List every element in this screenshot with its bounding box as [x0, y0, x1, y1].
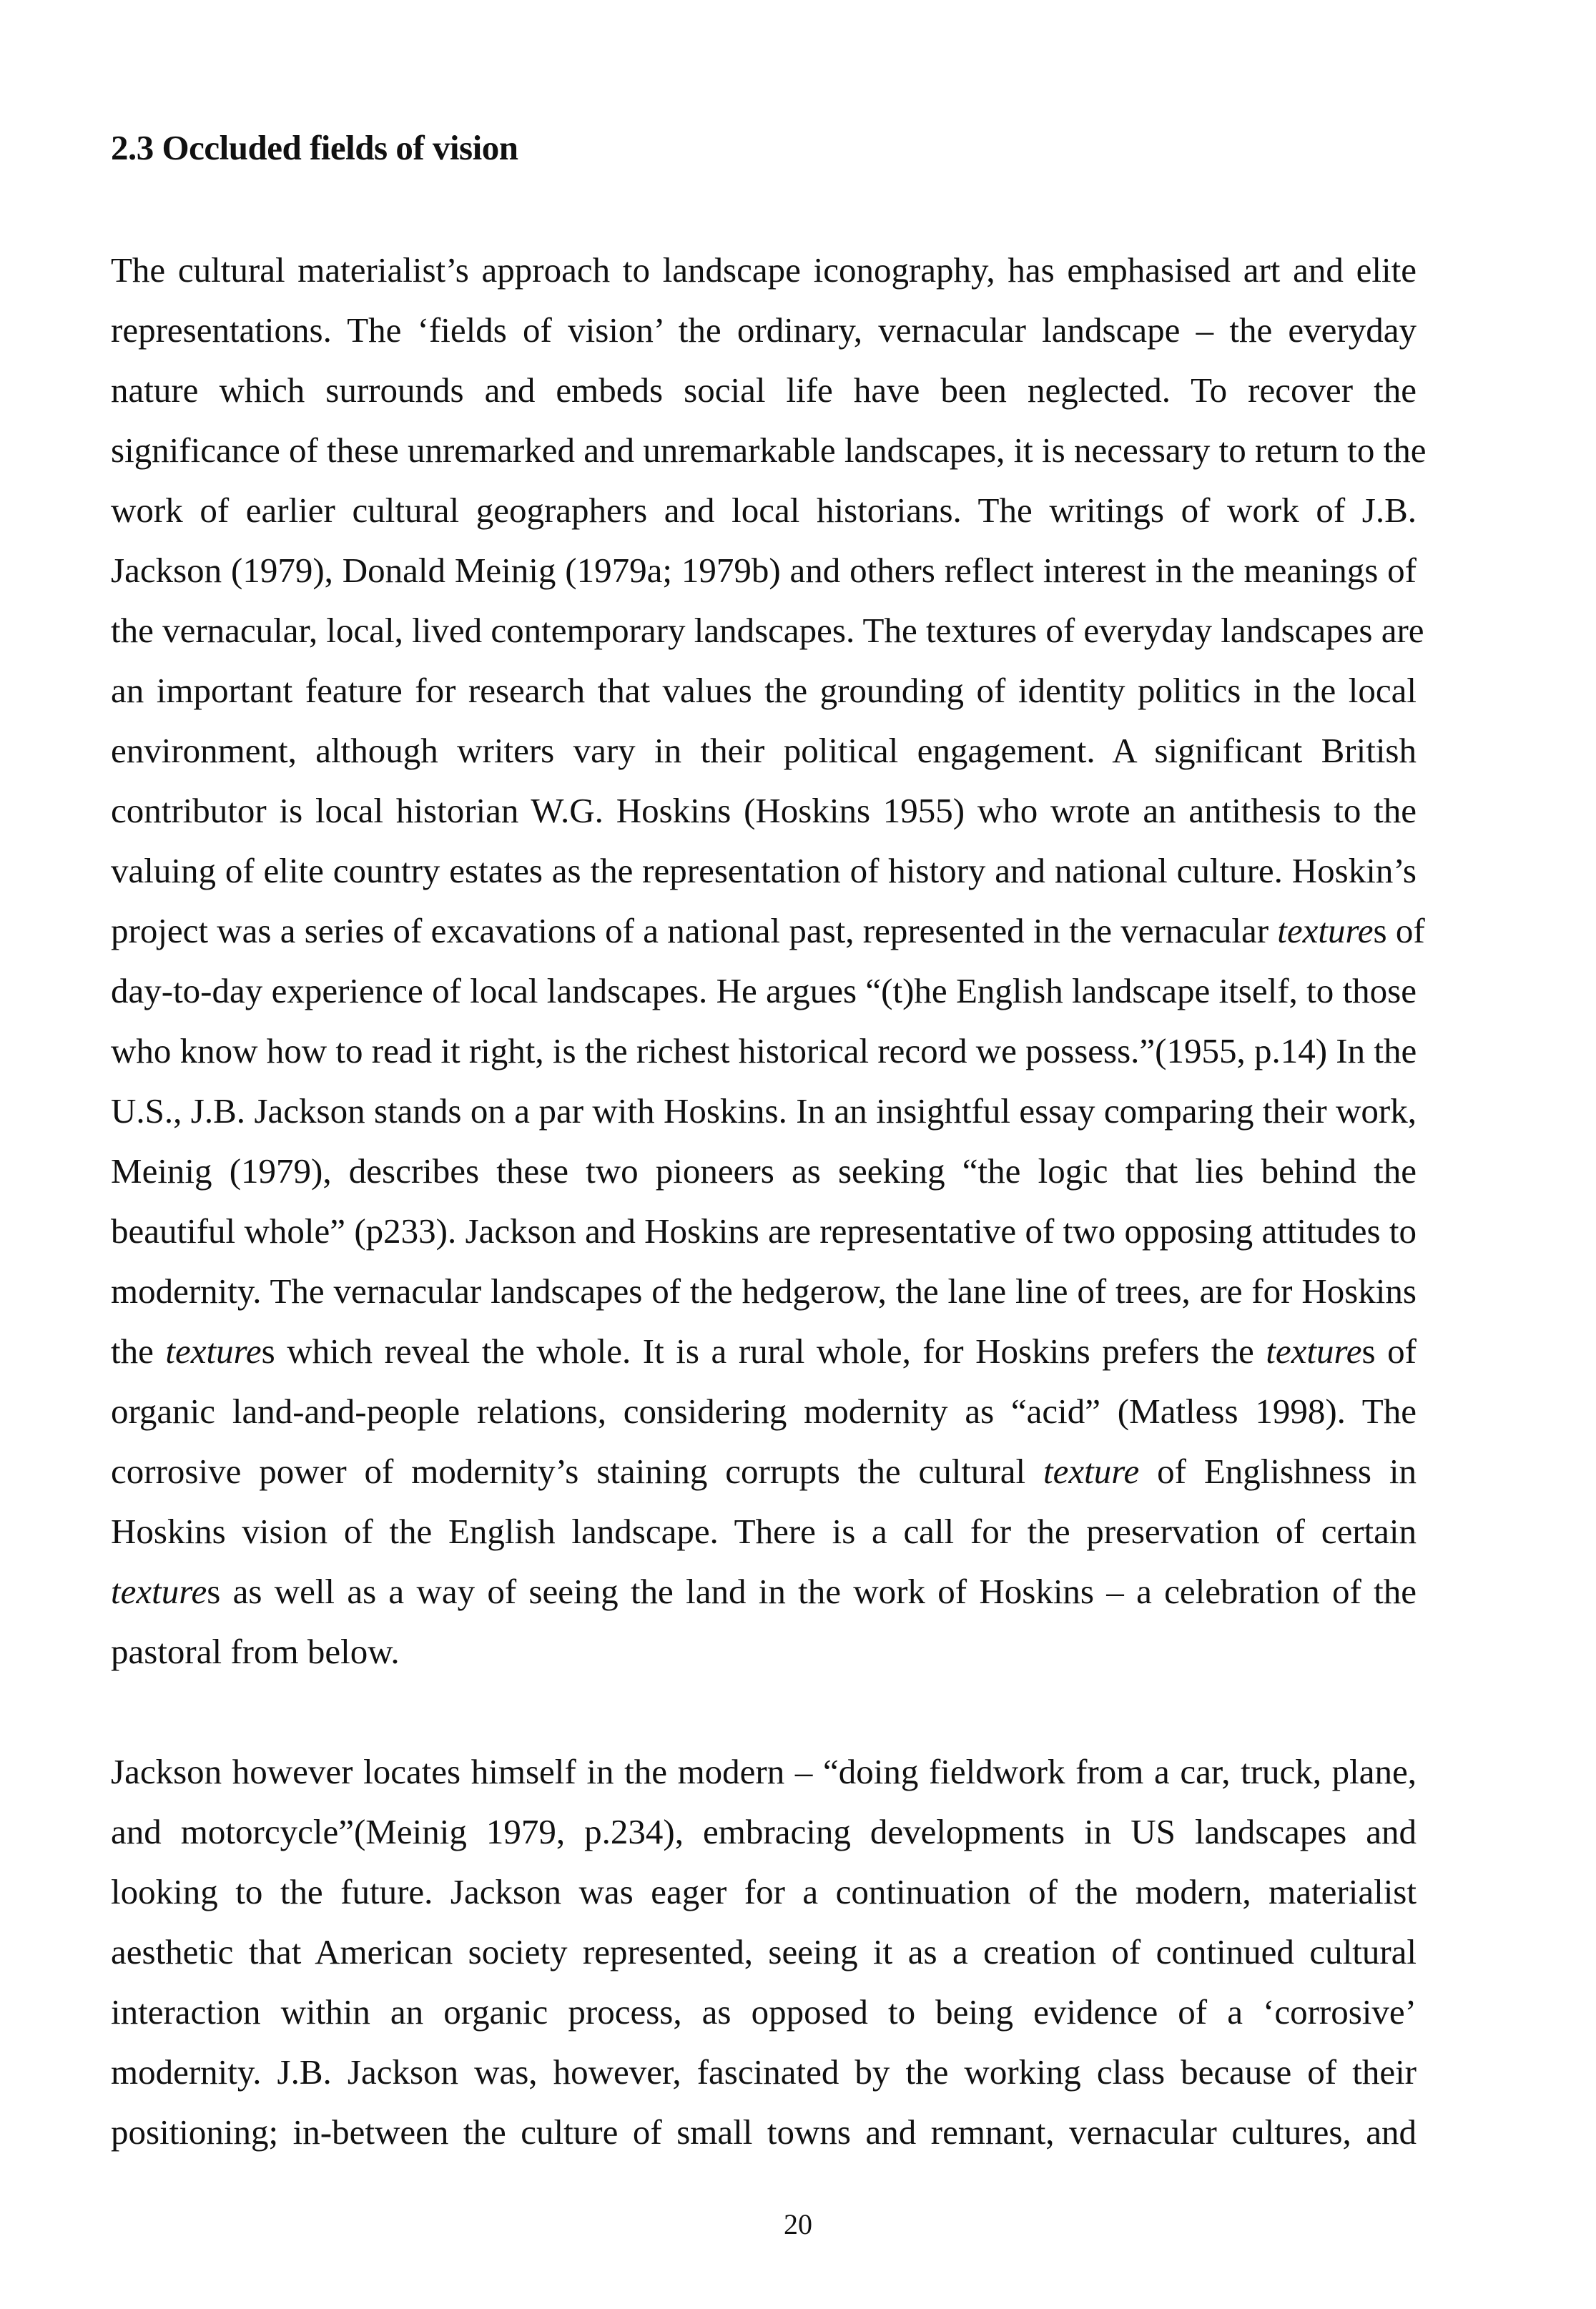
text-segment: project was a series of excavations of a national past, represented in the vernacular: [111, 911, 1278, 950]
text-line: [111, 2102, 1417, 2162]
text-segment: U.S., J.B. Jackson stands on a par with Hoskins. In an insightful essay comparing their work,: [111, 1091, 1417, 1131]
text-segment: an important feature for research that values the grounding of identity politics in the local: [111, 671, 1417, 710]
italic-text: texture: [111, 1572, 207, 1611]
text-line: [111, 1141, 1417, 1201]
page-number: 20: [784, 2208, 812, 2240]
text-segment: the: [111, 1331, 166, 1371]
text-line: [111, 961, 1417, 1021]
text-line: [111, 360, 1417, 420]
text-segment: s of: [1361, 1331, 1417, 1371]
text-segment: s which reveal the whole. It is a rural whole, for Hoskins prefers the: [261, 1331, 1266, 1371]
text-line: [111, 781, 1417, 841]
text-line: [111, 1201, 1417, 1261]
text-segment: corrosive power of modernity’s staining corrupts the cultural: [111, 1452, 1044, 1491]
text-segment: representations. The ‘fields of vision’ the ordinary, vernacular landscape – the everyday: [111, 310, 1417, 350]
text-segment: nature which surrounds and embeds social life have been neglected. To recover the: [111, 370, 1417, 410]
text-segment: valuing of elite country estates as the representation of history and national culture. Hoskin’s: [111, 851, 1417, 890]
text-line: [111, 420, 1427, 481]
text-segment: and motorcycle”(Meinig 1979, p.234), embracing developments in US landscapes and: [111, 1812, 1417, 1851]
text-line: [111, 1982, 1417, 2042]
text-line: [111, 481, 1417, 541]
text-segment: day-to-day experience of local landscapes. He argues “(t)he English landscape itself, to those: [111, 971, 1417, 1010]
paragraph: [111, 1742, 1417, 2162]
text-segment: The cultural materialist’s approach to landscape iconography, has emphasised art and elite: [111, 250, 1417, 290]
italic-text: texture: [165, 1331, 262, 1371]
text-line: [111, 1742, 1417, 1802]
text-segment: beautiful whole” (p233). Jackson and Hoskins are representative of two opposing attitudes to: [111, 1211, 1417, 1251]
section-heading: 2.3 Occluded fields of vision: [111, 128, 518, 167]
text-segment: modernity. The vernacular landscapes of the hedgerow, the lane line of trees, are for Hoskins: [111, 1271, 1417, 1311]
text-line: [111, 300, 1417, 360]
text-segment: organic land-and-people relations, considering modernity as “acid” (Matless 1998). The: [111, 1392, 1417, 1431]
italic-text: texture: [1043, 1452, 1140, 1491]
text-line: [111, 1802, 1417, 1862]
text-segment: contributor is local historian W.G. Hoskins (Hoskins 1955) who wrote an antithesis to the: [111, 791, 1417, 830]
text-line: [111, 1321, 1417, 1382]
text-segment: pastoral from below.: [111, 1632, 400, 1671]
text-line: [111, 601, 1424, 661]
text-segment: significance of these unremarked and unremarkable landscapes, it is necessary to return to the: [111, 430, 1427, 470]
text-line: [111, 240, 1417, 300]
text-segment: work of earlier cultural geographers and local historians. The writings of work of J.B.: [111, 491, 1417, 530]
body-text: [111, 240, 1427, 2162]
text-segment: positioning; in-between the culture of small towns and remnant, vernacular cultures, and: [111, 2112, 1417, 2152]
text-line: [111, 721, 1417, 781]
text-line: [111, 901, 1425, 961]
text-line: [111, 1442, 1417, 1502]
italic-text: texture: [1277, 911, 1374, 950]
text-segment: aesthetic that American society represented, seeing it as a creation of continued cultural: [111, 1932, 1417, 1971]
text-line: [111, 1502, 1417, 1562]
text-line: [111, 1382, 1417, 1442]
text-segment: s as well as a way of seeing the land in the work of Hoskins – a celebration of the: [207, 1572, 1417, 1611]
text-line: [111, 1922, 1417, 1982]
text-line: [111, 1081, 1417, 1141]
text-line: [111, 841, 1417, 901]
paragraph: [111, 240, 1427, 1682]
text-line: [111, 661, 1417, 721]
text-line: [111, 1261, 1417, 1321]
text-segment: environment, although writers vary in their political engagement. A significant British: [111, 731, 1417, 770]
text-line: [111, 1622, 1417, 1682]
text-segment: interaction within an organic process, as opposed to being evidence of a ‘corrosive’: [111, 1992, 1417, 2032]
text-segment: s of: [1373, 911, 1425, 950]
text-line: [111, 2042, 1417, 2102]
text-segment: Jackson (1979), Donald Meinig (1979a; 1979b) and others reflect interest in the meanings of: [111, 551, 1417, 590]
text-line: [111, 1862, 1417, 1922]
text-segment: Hoskins vision of the English landscape. There is a call for the preservation of certain: [111, 1512, 1417, 1551]
text-line: [111, 1021, 1417, 1081]
text-segment: Meinig (1979), describes these two pioneers as seeking “the logic that lies behind the: [111, 1151, 1417, 1191]
italic-text: texture: [1266, 1331, 1362, 1371]
text-segment: the vernacular, local, lived contemporary landscapes. The textures of everyday landscapes are: [111, 611, 1424, 650]
paragraph-gap: [111, 1682, 1417, 1742]
text-line: [111, 1562, 1417, 1622]
text-segment: of Englishness in: [1139, 1452, 1417, 1491]
text-segment: who know how to read it right, is the richest historical record we possess.”(1955, p.14) In the: [111, 1031, 1417, 1070]
text-segment: looking to the future. Jackson was eager for a continuation of the modern, materialist: [111, 1872, 1417, 1911]
text-segment: modernity. J.B. Jackson was, however, fascinated by the working class because of their: [111, 2052, 1417, 2092]
text-segment: Jackson however locates himself in the modern – “doing fieldwork from a car, truck, plane,: [111, 1752, 1417, 1791]
text-line: [111, 541, 1417, 601]
